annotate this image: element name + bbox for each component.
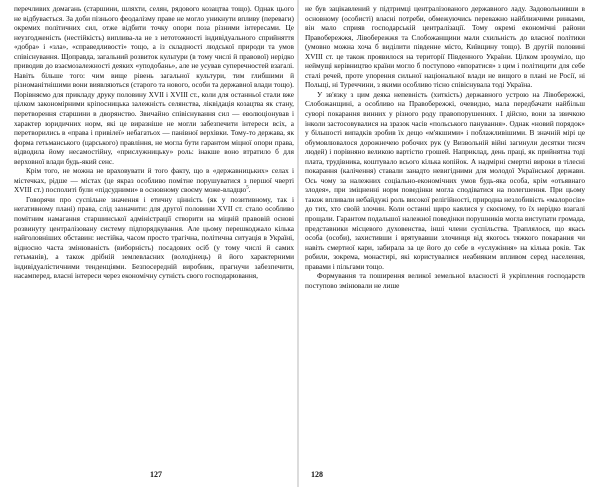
footnote-marker: 5: [246, 185, 249, 191]
left-page-number: 127: [150, 470, 162, 479]
left-paragraph-2: Крім того, не можна не враховувати й того факту, що в «державницьких» селах і містечках, рідше — містах (це якраз особливо помітне порушуватися з першої чверті XVIII ст.) посполиті були «підсудними» в основному своєму може-владцю$^5$.: [14, 166, 294, 195]
left-paragraph-3: Говорячи про суспільне значення і етичну цінність (як у позитивному, так і негативному плані) права, слід зазначити: для другої половини XVII ст. стало особливо помітним намагання старшинської адміністрації створити на міцній правовій основі розвинуту централізовану систему підпорядкування. Але цьому перешкоджало кілька найголовніших обставин: нестійка, часом просто трагічна, політична ситуація в Україні, відносно часта змінюваність (виборність) посадових осіб (у тому числі й самих гетьманів), а також дрібній землевласних (володінець) й його характерними індивідуалістичними тенденціями. Безпосередній виробник, прагнучи забезпечити, насамперед, власні інтереси через економічну сутність свого господарювання,: [14, 194, 294, 281]
right-page-text: [305, 4, 585, 466]
left-page-text: [14, 4, 294, 466]
right-paragraph-1: не був зацікавлений у підтримці централізованого державного ладу. Задовольнивши в основному (особисті) власні потреби, обмежуючись переважно найближчими ринками, він мало сприяв господарській централізації. Тому окремі економічні райони Правобережжя, Лівобережжя та Слобожанщини мали схильність до власної політики (умовно можна хоча б виділити південне місто, Київщину тощо). В другій половині XVIII ст. це також проявилося на території Південного України. Цілком зрозуміло, що неймущі керівництво країни могло б поступово «впоратися» з цим і політицити для себе сталі речей, проте упорення сильної національної влади не вищого в плані не Росії, ні Польщі, ні Туреччини, з якими особливо тісно співіснувала тоді Україна.: [305, 4, 585, 90]
book-gutter: [297, 0, 299, 487]
left-paragraph-2-text: Крім того, не можна не враховувати й того факту, що в «державницьких» селах і містечках, рідше — містах (це якраз особливо помітне порушуватися з першої чверті XVIII ст.) посполиті були «підсудними» в основному своєму може-владцю: [14, 166, 294, 195]
right-paragraph-3: Формування та поширення великої земельної власності й укріплення господарств поступово змінювали не лише: [305, 271, 585, 290]
left-paragraph-1: перечливих домагань (старшини, шляхти, селян, рядового козацтва тощо). Однак цього не відбувається. За доби пізнього феодалізму праве не могло уникнути впливу (переваги) окремих політичних сил, отже відбити точку опори поза різними інтересами. Це неузгодженість (нестійкість) виплива-ла не з нетотожності індивідуального сприйняття «добра» і «зла», «справедливості» тощо, а із складності людської природи та умов співіснування. Щоправда, загальний розвиток культури (в тому числі й правової) нерідко приводив до взаємозалежності деяких «уподобань», але не усував суперечностей взагалі. Навіть більше того: чим вище рівень загальної культури, тим глибшими й різноманітнішими вони виявляються (старого та нового, особи та державної влади тощо). Порівняємо для прикладу друку половину XVII і XVIII ст., коли для останньої стали вже цілком закономірними кріпосницька залежність селянства, ліквідація козацтва як стану, перетворення старшини в дворянство. Звичайно співіснування сил — еволюціонував і характер юридичних норм, які це виразніше не могли забезпечити інтереси всіх, а перетворились в «права і привілеї» небагатьох — панівної верхівки. Тому-то держава, як форма гетьманського (царського) правління, не могла бути гарантом міцної опори права, відводила йому несамостійну, «прислужницьку» роль: інакше воно втратило б для верховної влади будь-який сенс.: [14, 4, 294, 166]
right-paragraph-2: У зв'язку з цим деяка непевність (хиткість) державного устрою на Лівобережжі, Слобожанщині, а особливо на Правобережжі, очевидно, мала передбачати найбільш суворі покарання винних у різного роду правопорушеннях. І дійсно, вони за звичкою інколи застосовувалися на зразок часів «польського панування». Однак «новий порядок» у більшості випадків зробив їх дещо «м'якшими» і поблажливішими. В значній мірі це обумовлювалося дорожнечею робочих рук (у Визвольній війні загинули десятки тисяч людей) і порівняно великою вартістю грошей. Наприклад, день праці, як прийнятна тоді плата, трудівника, коштувало всього кілька копійок. А надмірні смертні вироки в тілесні покарання (калічення) ставали занадто невигідними для молодої Української держави. Ось чому за належних соціально-економічних умов будь-яка особа, крім «отьявнаго злодея», при зміцненні норм поведінки могла сподіватися на полегшення. При цьому також впливали небайдужі роль високої релігійності, природна незлобивість «малоросів» до тих, хто своїй злочин. Коли останні щиро каялися у скоєному, то їх нерідко взагалі прощали. Гарантом подальшої належної поведінки порушників могла виступати громада, представники місцевого духовенства, інші члени суспільства. Траплялося, що якась особа (особи), захистивши і врятувавши злочинця від якогось тяжкого покарання чи навіть смертної кари, забирала за це його до себе в «услужіння» на кілька років. Так робили, зокрема, монастирі, які користувалися неабияким впливом серед населення, правами і пільгами тощо.: [305, 89, 585, 271]
right-page-number: 128: [311, 470, 323, 479]
